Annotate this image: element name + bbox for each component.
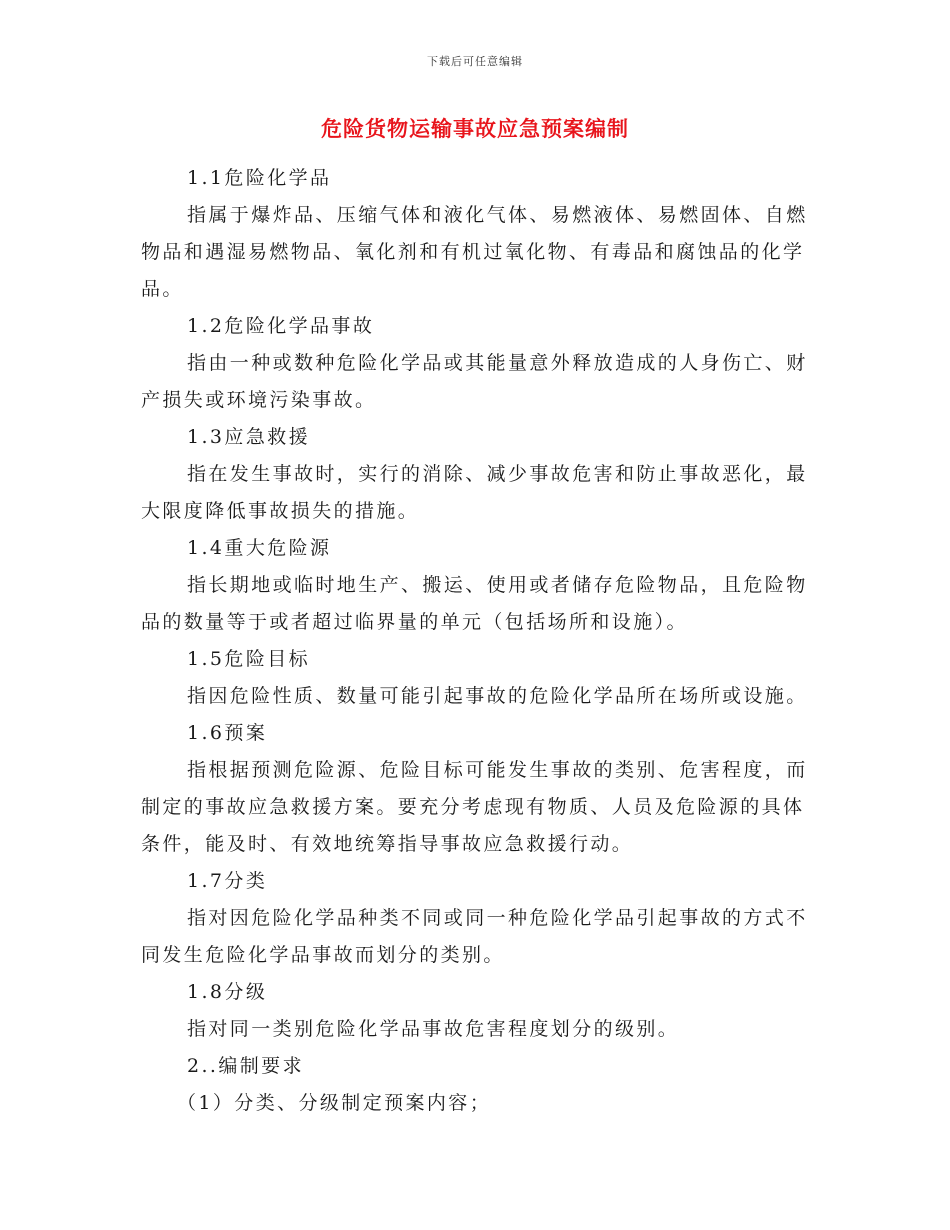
section-heading: 1.5危险目标 (187, 648, 311, 670)
document-body (141, 160, 821, 1122)
section-paragraph: 指属于爆炸品、压缩气体和液化气体、易燃液体、易燃固体、自燃物品和遇湿易燃物品、氧化剂和有机过氧化物、有毒品和腐蚀品的化学品。 (141, 204, 808, 300)
section-paragraph: 指根据预测危险源、危险目标可能发生事故的类别、危害程度，而制定的事故应急救援方案。要充分考虑现有物质、人员及危险源的具体条件，能及时、有效地统筹指导事故应急救援行动。 (141, 759, 808, 855)
section-heading: 1.2危险化学品事故 (187, 315, 375, 337)
section-paragraph: 指因危险性质、数量可能引起事故的危险化学品所在场所或设施。 (187, 685, 808, 707)
page-header: 下载后可任意编辑 (427, 55, 523, 68)
section-heading: 2..编制要求 (187, 1055, 304, 1077)
section-heading: 1.4重大危险源 (187, 537, 332, 559)
section-paragraph: 指对同一类别危险化学品事故危害程度划分的级别。 (187, 1018, 680, 1040)
section-heading: 1.8分级 (187, 981, 268, 1003)
document-title: 危险货物运输事故应急预案编制 (321, 117, 629, 141)
section-paragraph: 指由一种或数种危险化学品或其能量意外释放造成的人身伤亡、财产损失或环境污染事故。 (141, 352, 808, 411)
list-item: （1）分类、分级制定预案内容； (177, 1092, 492, 1114)
section-paragraph: 指在发生事故时，实行的消除、减少事故危害和防止事故恶化，最大限度降低事故损失的措施。 (141, 463, 808, 522)
section-heading: 1.6预案 (187, 722, 268, 744)
section-heading: 1.7分类 (187, 870, 268, 892)
section-heading: 1.1危险化学品 (187, 167, 332, 189)
section-heading: 1.3应急救援 (187, 426, 311, 448)
section-paragraph: 指对因危险化学品种类不同或同一种危险化学品引起事故的方式不同发生危险化学品事故而划分的类别。 (141, 907, 808, 966)
section-paragraph: 指长期地或临时地生产、搬运、使用或者储存危险物品，且危险物品的数量等于或者超过临界量的单元（包括场所和设施）。 (141, 574, 808, 633)
